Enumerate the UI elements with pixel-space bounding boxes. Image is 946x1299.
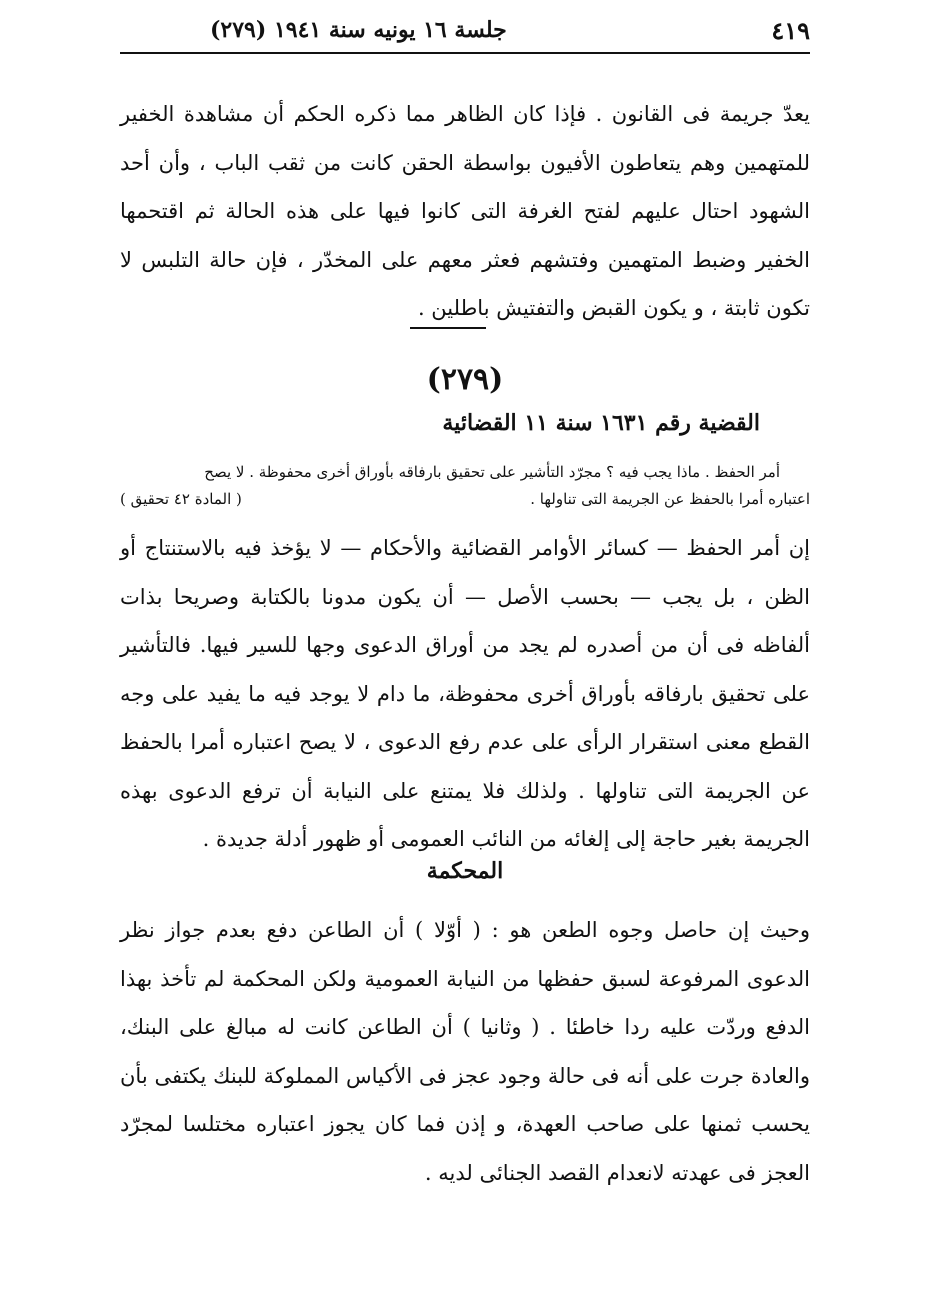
summary-line-2: اعتباره أمرا بالحفظ عن الجريمة التى تناولها .: [530, 490, 810, 508]
case-summary: [120, 459, 810, 513]
section-divider: [410, 327, 486, 329]
paragraph-principle: إن أمر الحفظ — كسائر الأوامر القضائية والأحكام — لا يؤخذ فيه بالاستنتاج أو الظن ، بل يجب — بحسب الأصل — أن يكون مدونا بالكتابة وصريحا بذات ألفاظه فى أن من أصدره لم يجد من أوراق الدعوى وجها للسير فيها. فالتأشير على تحقيق بارفاقه بأوراق أخرى محفوظة، ما دام لا يوجد فيه ما يفيد على وجه القطع معنى استقرار الرأى على عدم رفع الدعوى ، لا يصح اعتباره أمرا بالحفظ عن الجريمة التى تناولها . ولذلك فلا يمتنع على النيابة أن ترفع الدعوى بهذه الجريمة بغير حاجة إلى إلغائه من النائب العمومى أو ظهور أدلة جديدة .: [120, 536, 810, 851]
summary-citation: ( المادة ٤٢ تحقيق ): [120, 490, 242, 508]
running-title: جلسة ١٦ يونيه سنة ١٩٤١ (٢٧٩): [210, 17, 507, 43]
page-header: [120, 12, 810, 48]
header-rule: [120, 52, 810, 54]
case-reference: القضية رقم ١٦٣١ سنة ١١ القضائية: [442, 410, 760, 436]
document-page: [120, 0, 810, 1299]
summary-line-2-row: [120, 486, 810, 513]
page-number: ٤١٩: [771, 15, 810, 45]
case-number: (٢٧٩): [426, 362, 504, 397]
paragraph-court: وحيث إن حاصل وجوه الطعن هو : ( أوّلا ) أن الطاعن دفع بعدم جواز نظر الدعوى المرفوعة لسبق حفظها من النيابة العمومية ولكن المحكمة لم تأخذ بهذا الدفع وردّت عليه ردا خاطئا . ( وثانيا ) أن الطاعن كانت له مبالغ على البنك، والعادة جرت على أنه فى حالة وجود عجز فى الأكياس المملوكة للبنك يكتفى بأن يحسب ثمنها على صاحب العهدة، و إذن فما كان يجوز اعتباره مختلسا لمجرّد العجز فى عهدته لانعدام القصد الجنائى لديه .: [120, 918, 810, 1185]
court-heading: المحكمة: [426, 858, 504, 884]
summary-line-1: أمر الحفظ . ماذا يجب فيه ؟ مجرّد التأشير على تحقيق بارفاقه بأوراق أخرى محفوظة . لا يصح: [204, 463, 780, 481]
paragraph-continuation: يعدّ جريمة فى القانون . فإذا كان الظاهر مما ذكره الحكم أن مشاهدة الخفير للمتهمين وهم يتعاطون الأفيون بواسطة الحقن كانت من ثقب الباب ، وأن أحد الشهود احتال عليهم لفتح الغرفة التى كانوا فيها على هذه الحالة ثم اقتحمها الخفير وضبط المتهمين وفتشهم فعثر معهم على المخدّر ، فإن حالة التلبس لا تكون ثابتة ، و يكون القبض والتفتيش باطلين .: [120, 102, 810, 320]
